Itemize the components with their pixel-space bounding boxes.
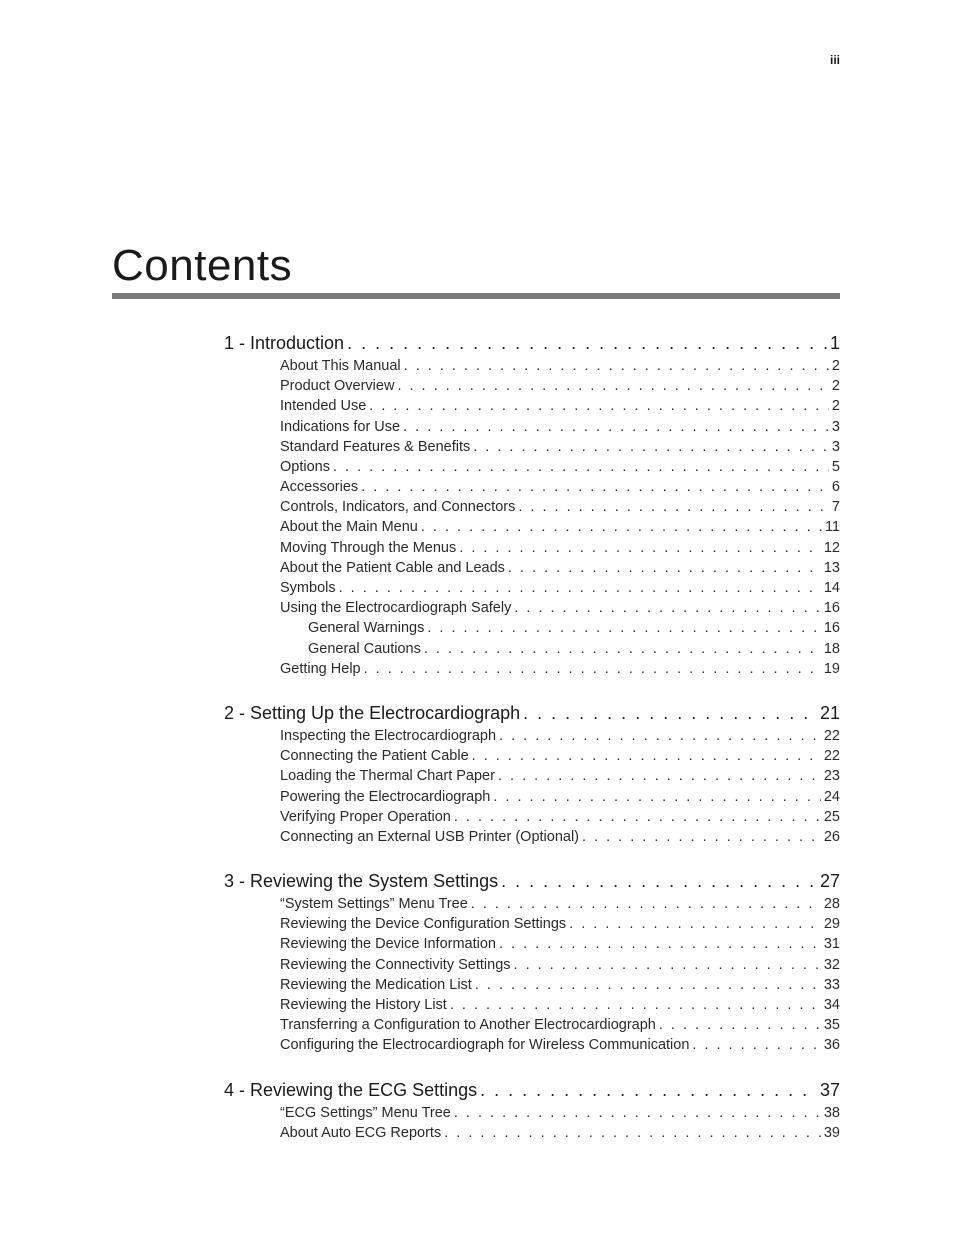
toc-entry[interactable]	[280, 518, 840, 538]
dot-leader	[514, 598, 821, 618]
toc-entry-page: 13	[823, 559, 840, 576]
dot-leader	[569, 914, 821, 934]
toc-entry-page: 18	[823, 640, 840, 657]
toc-entry-label: “ECG Settings” Menu Tree	[280, 1104, 451, 1121]
dot-leader	[471, 894, 821, 914]
toc-entry-label: Reviewing the Medication List	[280, 976, 472, 993]
dot-leader	[473, 437, 829, 457]
toc-entry-label: Reviewing the Device Information	[280, 936, 496, 953]
dot-leader	[523, 700, 817, 726]
toc-entry-label: Using the Electrocardiograph Safely	[280, 600, 512, 617]
title-rule	[112, 293, 840, 299]
dot-leader	[480, 1077, 817, 1103]
toc-chapter	[224, 700, 840, 847]
toc-entry-page: 38	[823, 1104, 840, 1121]
toc-chapter	[224, 1077, 840, 1143]
toc-entry-page: 6	[831, 479, 840, 496]
toc-entry-label: Connecting an External USB Printer (Optional)	[280, 828, 580, 845]
toc-entry[interactable]	[308, 639, 840, 659]
toc-entry-page: 22	[823, 748, 840, 765]
toc-chapter	[224, 868, 840, 1056]
toc-entry-page: 28	[823, 896, 840, 913]
toc-entry[interactable]	[280, 558, 840, 578]
toc-chapter-heading[interactable]	[224, 700, 840, 726]
toc-entry[interactable]	[280, 437, 840, 457]
toc-entry-page: 16	[823, 600, 840, 617]
toc-entry-label: Reviewing the Device Configuration Settings	[280, 916, 567, 933]
toc-entry-page: 32	[823, 956, 840, 973]
toc-entry[interactable]	[280, 417, 840, 437]
toc-entry-label: Symbols	[280, 580, 336, 597]
toc-entry-page: 36	[823, 1037, 840, 1054]
toc-entry[interactable]	[280, 726, 840, 746]
dot-leader	[424, 639, 821, 659]
dot-leader	[450, 995, 821, 1015]
toc-entry-page: 23	[823, 768, 840, 785]
toc-entry-page: 2	[831, 398, 840, 415]
toc-entry[interactable]	[280, 659, 840, 679]
dot-leader	[347, 330, 827, 356]
toc-entry[interactable]	[280, 477, 840, 497]
toc-entry[interactable]	[280, 935, 840, 955]
toc-entry[interactable]	[280, 746, 840, 766]
dot-leader	[369, 396, 829, 416]
toc-entry-page: 1	[829, 333, 840, 353]
dot-leader	[692, 1035, 820, 1055]
toc-entry[interactable]	[280, 894, 840, 914]
dot-leader	[472, 746, 821, 766]
toc-entry-label: 3 - Reviewing the System Settings	[224, 871, 499, 892]
toc-entry-page: 31	[823, 936, 840, 953]
toc-entry[interactable]	[280, 497, 840, 517]
toc-entry-label: About This Manual	[280, 357, 401, 374]
toc-entry-label: Powering the Electrocardiograph	[280, 788, 491, 805]
toc-entry[interactable]	[280, 766, 840, 786]
toc-entry-label: Intended Use	[280, 398, 367, 415]
toc-entry[interactable]	[280, 356, 840, 376]
toc-entry[interactable]	[280, 914, 840, 934]
dot-leader	[364, 659, 821, 679]
toc-chapter-heading[interactable]	[224, 1077, 840, 1103]
toc-entry-page: 7	[831, 499, 840, 516]
toc-entry-label: Loading the Thermal Chart Paper	[280, 768, 495, 785]
toc-entry-label: “System Settings” Menu Tree	[280, 896, 468, 913]
toc-entry[interactable]	[308, 618, 840, 638]
dot-leader	[339, 578, 821, 598]
toc-entry-label: About Auto ECG Reports	[280, 1124, 442, 1141]
toc-entry-label: Getting Help	[280, 660, 361, 677]
toc-entry-page: 14	[823, 580, 840, 597]
toc-entry-label: 4 - Reviewing the ECG Settings	[224, 1079, 478, 1100]
toc-entry-page: 33	[823, 976, 840, 993]
dot-leader	[361, 477, 829, 497]
toc-entry-page: 16	[823, 620, 840, 637]
toc-entry[interactable]	[280, 538, 840, 558]
toc-chapter-heading[interactable]	[224, 868, 840, 894]
toc-entry-label: Connecting the Patient Cable	[280, 748, 469, 765]
toc-entry[interactable]	[280, 975, 840, 995]
toc-entry-label: Reviewing the History List	[280, 997, 447, 1014]
toc-entry-page: 26	[823, 828, 840, 845]
toc-entry-page: 19	[823, 660, 840, 677]
toc-entry[interactable]	[280, 827, 840, 847]
dot-leader	[659, 1015, 821, 1035]
toc-entry-label: Inspecting the Electrocardiograph	[280, 727, 497, 744]
toc-entry[interactable]	[280, 457, 840, 477]
dot-leader	[444, 1123, 821, 1143]
toc-entry-label: Accessories	[280, 479, 359, 496]
toc-entry-label: Product Overview	[280, 378, 395, 395]
toc-entry[interactable]	[280, 598, 840, 618]
toc-entry-page: 21	[819, 703, 840, 723]
toc-entry-page: 5	[831, 458, 840, 475]
dot-leader	[499, 935, 821, 955]
toc-entry-page: 37	[819, 1079, 840, 1100]
dot-leader	[454, 807, 821, 827]
dot-leader	[514, 955, 821, 975]
toc-entry-label: Transferring a Configuration to Another Electrocardiograph	[280, 1017, 656, 1034]
toc-entry[interactable]	[280, 396, 840, 416]
toc-entry-label: About the Patient Cable and Leads	[280, 559, 505, 576]
dot-leader	[518, 497, 829, 517]
dot-leader	[397, 376, 828, 396]
toc-entry-page: 34	[823, 997, 840, 1014]
toc-entry-page: 35	[823, 1017, 840, 1034]
toc-entry-label: General Warnings	[308, 620, 425, 637]
dot-leader	[501, 868, 817, 894]
dot-leader	[459, 538, 821, 558]
toc-entry-label: Reviewing the Connectivity Settings	[280, 956, 511, 973]
toc-entry[interactable]	[280, 578, 840, 598]
toc-entry-page: 29	[823, 916, 840, 933]
dot-leader	[508, 558, 821, 578]
toc-entry-page: 2	[831, 378, 840, 395]
toc-entry-label: About the Main Menu	[280, 519, 418, 536]
dot-leader	[427, 618, 821, 638]
toc-entry-label: General Cautions	[308, 640, 421, 657]
toc-entry-label: Configuring the Electrocardiograph for Wireless Communication	[280, 1037, 690, 1054]
toc-entry[interactable]	[280, 1035, 840, 1055]
toc-entry-label: Standard Features & Benefits	[280, 438, 471, 455]
dot-leader	[582, 827, 821, 847]
toc-entry-page: 11	[824, 519, 840, 536]
dot-leader	[333, 457, 829, 477]
toc-entry-page: 12	[823, 539, 840, 556]
toc-entry[interactable]	[280, 787, 840, 807]
toc-entry[interactable]	[280, 1015, 840, 1035]
toc-entry[interactable]	[280, 1103, 840, 1123]
table-of-contents	[224, 330, 840, 1164]
dot-leader	[454, 1103, 821, 1123]
dot-leader	[499, 726, 821, 746]
toc-entry[interactable]	[280, 955, 840, 975]
toc-entry-page: 3	[831, 438, 840, 455]
toc-entry-label: Moving Through the Menus	[280, 539, 457, 556]
toc-entry-page: 25	[823, 808, 840, 825]
dot-leader	[475, 975, 821, 995]
toc-entry[interactable]	[280, 376, 840, 396]
toc-entry-page: 27	[819, 871, 840, 892]
toc-entry-label: Options	[280, 458, 330, 475]
toc-entry-page: 39	[823, 1124, 840, 1141]
toc-entry[interactable]	[280, 995, 840, 1015]
toc-entry-page: 2	[831, 357, 840, 374]
dot-leader	[403, 417, 829, 437]
dot-leader	[404, 356, 829, 376]
toc-entry-page: 24	[823, 788, 840, 805]
dot-leader	[493, 787, 820, 807]
toc-entry-label: 2 - Setting Up the Electrocardiograph	[224, 703, 521, 723]
toc-entry-page: 22	[823, 727, 840, 744]
toc-entry-page: 3	[831, 418, 840, 435]
dot-leader	[421, 518, 822, 538]
toc-entry-label: Controls, Indicators, and Connectors	[280, 499, 516, 516]
toc-entry-label: Indications for Use	[280, 418, 401, 435]
toc-entry[interactable]	[280, 807, 840, 827]
toc-chapter-heading[interactable]	[224, 330, 840, 356]
toc-entry-label: Verifying Proper Operation	[280, 808, 451, 825]
page-title: Contents	[112, 241, 293, 290]
toc-entry-label: 1 - Introduction	[224, 333, 345, 353]
dot-leader	[498, 766, 821, 786]
toc-chapter	[224, 330, 840, 679]
page-number: iii	[829, 53, 840, 67]
toc-entry[interactable]	[280, 1123, 840, 1143]
